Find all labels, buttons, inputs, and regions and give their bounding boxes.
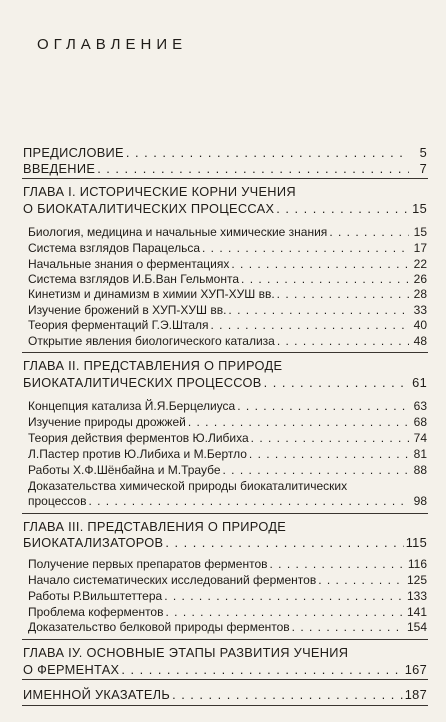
toc-entry-section[interactable]: [28, 431, 427, 445]
page-number: 125: [406, 573, 427, 587]
leader-dots: [329, 225, 409, 239]
entry-label: Биология, медицина и начальные химические знания: [28, 225, 328, 239]
entry-label: Начало систематических исследований ферментов: [28, 573, 317, 587]
entry-label: Получение первых препаратов ферментов: [28, 557, 268, 571]
page-number: 26: [413, 272, 427, 286]
toc-title: ОГЛАВЛЕНИЕ: [37, 36, 188, 53]
divider: [22, 679, 428, 680]
toc-entry-introduction[interactable]: [23, 161, 427, 176]
leader-dots: [202, 241, 409, 255]
leader-dots: [318, 573, 405, 587]
chapter-4-title-line1: ГЛАВА IУ. ОСНОВНЫЕ ЭТАПЫ РАЗВИТИЯ УЧЕНИЯ: [23, 645, 349, 660]
divider: [22, 705, 428, 706]
page-number: 68: [413, 415, 427, 429]
leader-dots: [277, 334, 409, 348]
leader-dots: [264, 375, 409, 390]
entry-label: процессов: [28, 494, 87, 508]
entry-label: Работы Х.Ф.Шёнбайна и М.Траубе: [28, 463, 221, 477]
entry-label: Открытие явления биологического катализа: [28, 334, 275, 348]
leader-dots: [223, 463, 409, 477]
entry-label: Кинетизм и динамизм в химии ХУП-ХУШ вв.: [28, 287, 275, 301]
leader-dots: [126, 145, 409, 160]
leader-dots: [188, 415, 409, 429]
toc-entry-section[interactable]: [28, 318, 427, 332]
toc-entry-section[interactable]: [28, 334, 427, 348]
page-number: 48: [413, 334, 427, 348]
entry-label: Доказательство белковой природы ферментов: [28, 620, 290, 634]
page-number: 98: [413, 494, 427, 508]
toc-entry-section[interactable]: [28, 399, 427, 413]
divider: [22, 178, 428, 179]
chapter-1-title-line1: ГЛАВА I. ИСТОРИЧЕСКИЕ КОРНИ УЧЕНИЯ: [23, 184, 296, 199]
leader-dots: [276, 201, 409, 216]
page-number: 74: [413, 431, 427, 445]
toc-entry-section[interactable]: [28, 463, 427, 477]
page-number: 28: [413, 287, 427, 301]
entry-label: ПРЕДИСЛОВИЕ: [23, 145, 124, 160]
chapter-2-title-line1: ГЛАВА II. ПРЕДСТАВЛЕНИЯ О ПРИРОДЕ: [23, 358, 283, 373]
page-number: 17: [413, 241, 427, 255]
toc-entry-section[interactable]: [28, 605, 427, 619]
leader-dots: [237, 399, 409, 413]
leader-dots: [249, 447, 409, 461]
divider: [22, 639, 428, 640]
page-number: 15: [412, 201, 427, 216]
leader-dots: [228, 303, 409, 317]
toc-entry-section[interactable]: [28, 447, 427, 461]
section-title-line1: Доказательства химической природы биокаталитических: [28, 479, 348, 493]
entry-label: О ФЕРМЕНТАХ: [23, 662, 120, 677]
page-number: 115: [405, 535, 427, 550]
entry-label: Система взглядов Парацельса: [28, 241, 200, 255]
toc-entry-section[interactable]: [28, 415, 427, 429]
entry-label: БИОКАТАЛИЗАТОРОВ: [23, 535, 164, 550]
page-number: 22: [413, 257, 427, 271]
leader-dots: [165, 535, 403, 550]
leader-dots: [172, 687, 403, 702]
toc-entry-section[interactable]: [28, 225, 427, 239]
page-number: 61: [412, 375, 427, 390]
chapter-3-title-line1: ГЛАВА III. ПРЕДСТАВЛЕНИЯ О ПРИРОДЕ: [23, 519, 287, 534]
leader-dots: [277, 287, 409, 301]
toc-entry-section[interactable]: [28, 303, 427, 317]
entry-label: Л.Пастер против Ю.Либиха и М.Бертло: [28, 447, 247, 461]
entry-label: Работы Р.Вильштеттера: [28, 589, 163, 603]
leader-dots: [270, 557, 406, 571]
leader-dots: [251, 431, 409, 445]
page-number: 116: [407, 557, 427, 571]
page-number: 40: [413, 318, 427, 332]
toc-entry-chapter-3[interactable]: [23, 535, 427, 550]
page-number: 63: [413, 399, 427, 413]
page-number: 33: [413, 303, 427, 317]
leader-dots: [165, 605, 404, 619]
entry-label: ИМЕННОЙ УКАЗАТЕЛЬ: [23, 687, 171, 702]
toc-entry-section[interactable]: [28, 257, 427, 271]
entry-label: О БИОКАТАЛИТИЧЕСКИХ ПРОЦЕССАХ: [23, 201, 275, 216]
toc-entry-chapter-1[interactable]: [23, 201, 427, 216]
leader-dots: [88, 494, 409, 508]
toc-entry-section[interactable]: [28, 241, 427, 255]
toc-entry-section[interactable]: [28, 287, 427, 301]
page-number: 133: [406, 589, 427, 603]
toc-entry-section[interactable]: [28, 620, 427, 634]
entry-label: Система взглядов И.Б.Ван Гельмонта: [28, 272, 240, 286]
leader-dots: [241, 272, 409, 286]
page-number: 141: [406, 605, 427, 619]
page-number: 5: [419, 145, 427, 160]
page-number: 7: [419, 161, 427, 176]
toc-entry-preface[interactable]: [23, 145, 427, 160]
page-number: 15: [413, 225, 427, 239]
leader-dots: [292, 620, 405, 634]
entry-label: ВВЕДЕНИЕ: [23, 161, 96, 176]
toc-entry-section[interactable]: [28, 589, 427, 603]
leader-dots: [231, 257, 409, 271]
toc-entry-chapter-2[interactable]: [23, 375, 427, 390]
divider: [22, 513, 428, 514]
leader-dots: [164, 589, 405, 603]
divider: [22, 352, 428, 353]
toc-entry-section[interactable]: [28, 272, 427, 286]
page-number: 88: [413, 463, 427, 477]
entry-label: Концепция катализа Й.Я.Берцелиуса: [28, 399, 236, 413]
toc-entry-name-index[interactable]: [23, 687, 427, 702]
entry-label: БИОКАТАЛИТИЧЕСКИХ ПРОЦЕССОВ: [23, 375, 262, 390]
leader-dots: [121, 662, 402, 677]
entry-label: Изучение природы дрожжей: [28, 415, 186, 429]
leader-dots: [97, 161, 409, 176]
entry-label: Теория действия ферментов Ю.Либиха: [28, 431, 249, 445]
entry-label: Начальные знания о ферментациях: [28, 257, 230, 271]
page-number: 81: [413, 447, 427, 461]
toc-entry-chapter-4[interactable]: [23, 662, 427, 677]
toc-entry-section[interactable]: [28, 557, 427, 571]
page-number: 167: [404, 662, 427, 677]
page-number: 187: [404, 687, 427, 702]
toc-entry-section[interactable]: [28, 494, 427, 508]
entry-label: Проблема коферментов: [28, 605, 164, 619]
page-number: 154: [406, 620, 427, 634]
entry-label: Изучение брожений в ХУП-ХУШ вв.: [28, 303, 227, 317]
leader-dots: [211, 318, 410, 332]
toc-entry-section[interactable]: [28, 573, 427, 587]
entry-label: Теория ферментаций Г.Э.Шталя: [28, 318, 209, 332]
